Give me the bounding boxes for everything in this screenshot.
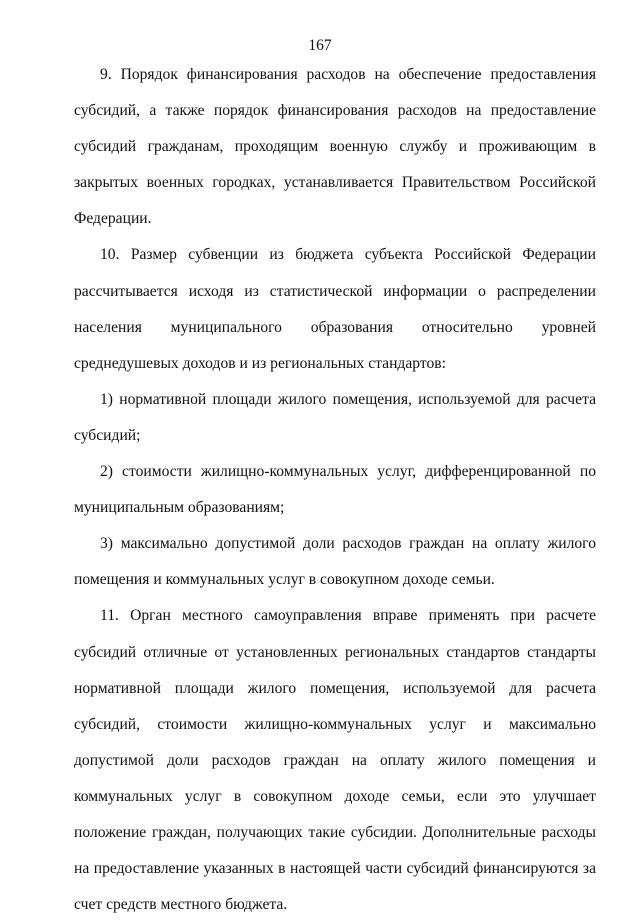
paragraph-item-11: 11. Орган местного самоуправления вправе применять при расчете субсидий отличные от установленных региональных стандартов стандарты нормативной площади жилого помещения, используемой для расчета субсидий, стоимости жилищно-коммунальных услуг и максимально допустимой доли расходов граждан на оплату жилого помещения и коммунальных услуг в совокупном доходе семьи, если это улучшает положение граждан, получающих такие субсидии. Дополнительные расходы на предоставление указанных в настоящей части субсидий финансируются за счет средств местного бюджета. <box>74 607 596 914</box>
document-body <box>74 57 596 923</box>
page-number: 167 <box>308 37 332 54</box>
list-item-1: 1) нормативной площади жилого помещения, используемой для расчета субсидий; <box>74 390 596 444</box>
list-item-2: 2) стоимости жилищно-коммунальных услуг, дифференцированной по муниципальным образованиям; <box>74 463 596 517</box>
list-item-3: 3) максимально допустимой доли расходов граждан на оплату жилого помещения и коммунальных услуг в совокупном доходе семьи. <box>74 535 596 589</box>
paragraph-item-9: 9. Порядок финансирования расходов на обеспечение предоставления субсидий, а также порядок финансирования расходов на предоставление субсидий гражданам, проходящим военную службу и проживающим в закрытых военных городках, устанавливается Правительством Российской Федерации. <box>74 66 596 228</box>
paragraph-item-10: 10. Размер субвенции из бюджета субъекта Российской Федерации рассчитывается исходя из статистической информации о распределении населения муниципального образования относительно уровней среднедушевых доходов и из региональных стандартов: <box>74 246 596 372</box>
